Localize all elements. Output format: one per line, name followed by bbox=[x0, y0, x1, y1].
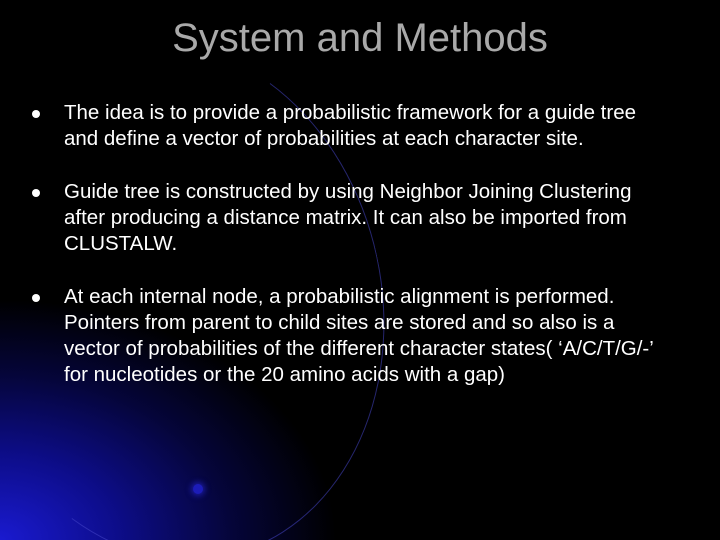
bullet-item bbox=[30, 100, 670, 152]
slide-title: System and Methods bbox=[172, 16, 548, 60]
bullet-item bbox=[30, 179, 670, 257]
bullet-item bbox=[30, 284, 670, 388]
bullet-dot-icon bbox=[32, 189, 40, 197]
bullet-text: At each internal node, a probabilistic alignment is performed. Pointers from parent to child sites are stored and so also is a vector of probabilities of the different character states( ‘A/C/T/G/-’ for nucleotides or the 20 amino acids with a gap) bbox=[64, 285, 654, 386]
bullet-dot-icon bbox=[32, 294, 40, 302]
bullet-text: The idea is to provide a probabilistic framework for a guide tree and define a vector of probabilities at each character site. bbox=[64, 101, 637, 150]
bullet-list bbox=[30, 100, 670, 415]
bullet-dot-icon bbox=[32, 110, 40, 118]
bullet-text: Guide tree is constructed by using Neighbor Joining Clustering after producing a distance matrix. It can also be imported from CLUSTALW. bbox=[64, 180, 632, 255]
decorative-dot bbox=[193, 484, 203, 494]
